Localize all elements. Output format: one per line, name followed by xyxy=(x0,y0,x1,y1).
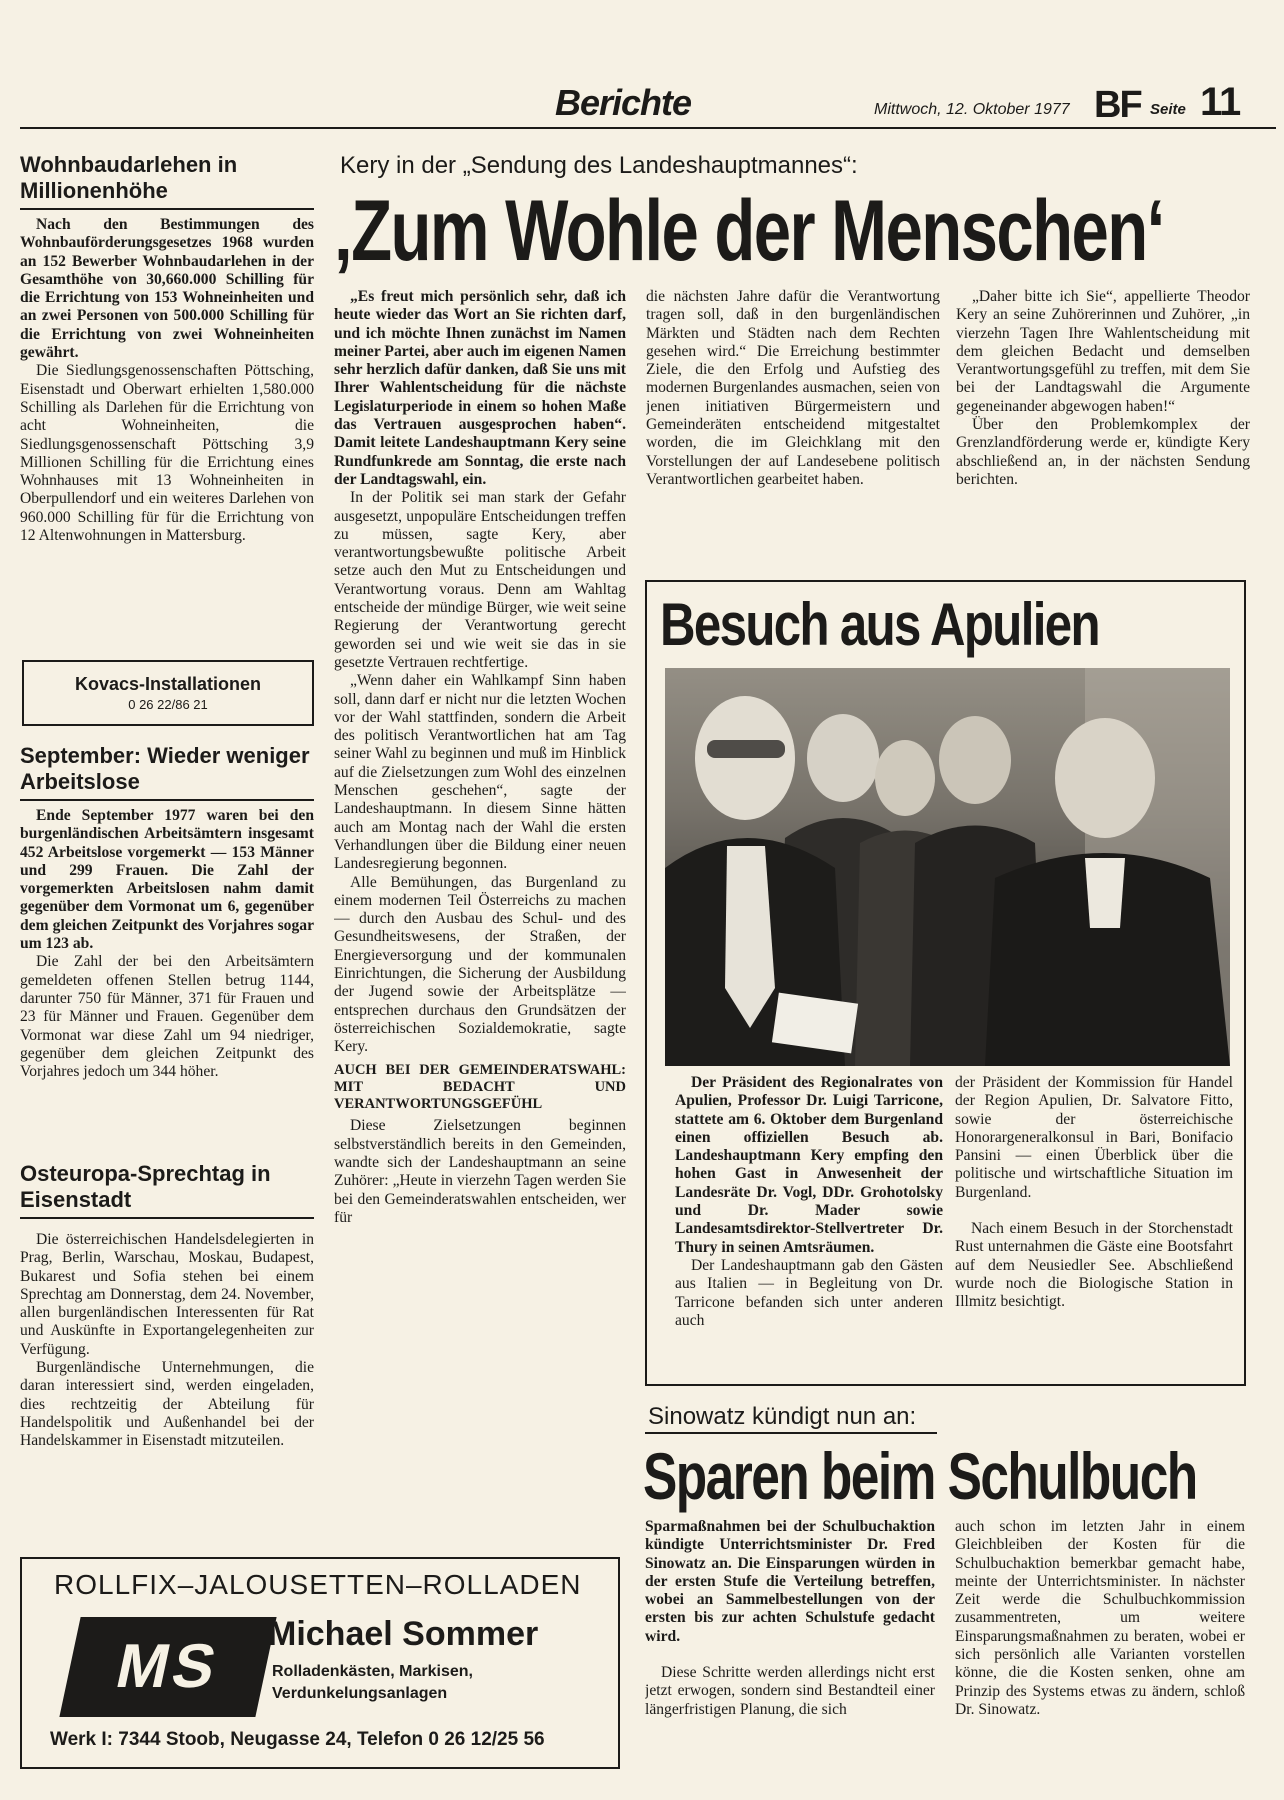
ad-rollfix-logo-text: MS xyxy=(110,1632,226,1701)
school-col-1 xyxy=(645,1518,935,1788)
issue-date: Mittwoch, 12. Oktober 1977 xyxy=(874,101,1070,118)
article-lead: „Es freut mich persönlich sehr, daß ich heute wieder das Wort an Sie richten darf, und ich möchte Ihnen zunächst im Namen meiner Partei, aber auch im eigenen Namen sehr herzlich dafür danken, daß Sie uns mit Ihrer Wahlentscheidung für die nächste Legislaturperiode in einem so hohen Maße das Vertrauen ausgesprochen haben“. Damit leitete Landeshauptmann Kery seine Rundfunkrede am Sonntag, die erste nach der Landtagswahl, ein. xyxy=(334,288,626,488)
main-col-1 xyxy=(334,288,626,1533)
page-label: Seite xyxy=(1150,101,1186,118)
ad-rollfix-title: ROLLFIX–JALOUSETTEN–ROLLADEN xyxy=(54,1569,582,1600)
caption-lead: Der Präsident des Regionalrates von Apulien, Professor Dr. Luigi Tarricone, stattete am 6. Oktober dem Burgenland einen offiziellen Besuch ab. Landeshauptmann Kery empfing den hohen Gast in Anwesenheit der Landesräte Dr. Vogl, DDr. Grohotolsky und Dr. Mader sowie Landesamtsdirektor-Stellvertreter Dr. Thury in seinen Amtsräumen. xyxy=(675,1074,943,1256)
article-paragraph: Diese Zielsetzungen beginnen selbstverständlich bereits in den Gemeinden, wandte sich der Landeshauptmann an seine Zuhörer: „Heute in vierzehn Tagen werden Sie bei den Gemeinderatswahlen entscheiden, wer für xyxy=(334,1117,626,1226)
caption-paragraph: Nach einem Besuch in der Storchenstadt Rust unternahmen die Gäste eine Bootsfahrt auf dem Neusiedler See. Abschließend wurde noch die Biologische Station in Illmitz besichtigt. xyxy=(955,1220,1233,1311)
ad-rollfix-products-2: Verdunkelungsanlagen xyxy=(272,1685,448,1702)
main-col-3 xyxy=(956,288,1250,568)
subheadline: AUCH BEI DER GEMEINDERATSWAHL: MIT BEDACHT UND VERANTWORTUNGSGEFÜHL xyxy=(334,1062,626,1113)
ad-rollfix-products-1: Rolladenkästen, Markisen, xyxy=(272,1663,473,1680)
article-paragraph: „Wenn daher ein Wahlkampf Sinn haben soll, dann darf er nicht nur die letzten Wochen vor der Wahl stattfinden, sondern die Arbeit des politisch Verantwortlichen hat am Tag seiner Wahl zu beginnen und muß im Hinblick auf die Zielsetzungen zum Wohl des einzelnen Menschen geschehen“, sagte der Landeshauptmann. In diesem Sinne hätten auch am Montag nach der Wahl die ersten Verhandlungen über die Bildung einer neuen Landesregierung begonnen. xyxy=(334,672,626,873)
ad-kovacs-name: Kovacs-Installationen xyxy=(74,674,262,694)
headline-osteuropa: Osteuropa-Sprechtag in Eisenstadt xyxy=(20,1161,271,1212)
photo-figures xyxy=(665,668,1230,1066)
left-column xyxy=(20,152,314,646)
headline-wohnbau: Wohnbaudarlehen in Millionenhöhe xyxy=(20,152,238,203)
ad-kovacs-phone: 0 26 22/86 21 xyxy=(128,697,208,712)
article-wohnbau xyxy=(20,216,314,646)
article-paragraph: Diese Schritte werden allerdings nicht erst jetzt erwogen, sondern sind Bestandteil einer längerfristigen Planung, die sich xyxy=(645,1664,935,1718)
paper-logo: BF xyxy=(1094,84,1141,126)
school-kicker: Sinowatz kündigt nun an: xyxy=(648,1403,917,1430)
ad-rollfix-logo xyxy=(59,1617,276,1717)
photo-caption-right xyxy=(955,1074,1233,1374)
headline-rule xyxy=(20,1217,314,1219)
main-headline: ‚Zum Wohle der Menschen‘ xyxy=(334,183,1164,279)
article-paragraph: Die österreichischen Handelsdelegierten in Prag, Berlin, Warschau, Moskau, Budapest, Bukarest und Sofia stehen bei einem Sprechtag am Donnerstag, dem 24. November, allen burgenländischen Interessenten für Rat und Auskünfte in Exportangelegenheiten zur Verfügung. xyxy=(20,1231,314,1358)
ad-rollfix-name: Michael Sommer xyxy=(268,1615,539,1653)
photo-story-headline: Besuch aus Apulien xyxy=(660,591,1099,658)
school-col-2 xyxy=(955,1518,1245,1788)
article-paragraph: Die Siedlungsgenossenschaften Pöttsching, Eisenstadt und Oberwart erhielten 1,580.000 Schilling als Darlehen für die Errichtung von acht Wohneinheiten, die Siedlungsgenossenschaft Pöttsching 3,9 Millionen Schilling für die Errichtung eines Wohnhauses mit 13 Wohneinheiten in Oberpullendorf und ein weiteres Darlehen von 960.000 Schilling für für die Errichtung von 12 Altenwohnungen in Mattersburg. xyxy=(20,362,314,545)
kicker-rule xyxy=(645,1432,937,1434)
ad-kovacs xyxy=(22,660,314,726)
photo-caption-left xyxy=(675,1074,943,1374)
article-lead: Nach den Bestimmungen des Wohnbauförderungsgesetzes 1968 wurden an 152 Bewerber Wohnbaudarlehen in der Gesamthöhe von 30,660.000 Schilling für die Errichtung von 153 Wohneinheiten und an zwei Personen von 500.000 Schilling für die Errichtung von zwei Wohneinheiten gewährt. xyxy=(20,216,314,362)
article-paragraph: Die Zahl der bei den Arbeitsämtern gemeldeten offenen Stellen betrug 1144, darunter 750 für Männer, 371 für Frauen und 23 für Männer und Frauen. Gegenüber dem Vormonat war diese Zahl um 94 niedriger, gegenüber dem gleichen Zeitpunkt des Vorjahres jedoch um 344 höher. xyxy=(20,953,314,1081)
article-paragraph: auch schon im letzten Jahr in einem Gleichbleiben der Kosten für die Schulbuchaktion bemerkbar gemacht habe, meinte der Unterrichtsminister. In nächster Zeit werde die Schulbuchkommission zusammentreten, um weitere Einsparungsmaßnahmen zu beraten, wobei er sich persönlich alle Varianten vorstellen könne, die die Kosten senken, ohne am Prinzip des Systems etwas zu ändern, schloß Dr. Sinowatz. xyxy=(955,1518,1245,1718)
headline-rule xyxy=(20,208,314,210)
ad-rollfix xyxy=(20,1557,620,1769)
press-photo xyxy=(665,668,1230,1066)
caption-paragraph: der Präsident der Kommission für Handel der Region Apulien, Dr. Salvatore Fitto, sowie der österreichische Honorargeneralkonsul in Bari, Bonifacio Pansini — einen Überblick über die politische und wirtschaftliche Situation im Burgenland. xyxy=(955,1074,1233,1201)
article-paragraph: Alle Bemühungen, das Burgenland zu einem modernen Teil Österreichs zu machen — durch den Ausbau des Schul- und des Gesundheitswesens, der Straßen, der Energieversorgung und der kommunalen Einrichtungen, die Sicherung der Ausbildung der Jugend sowie der Arbeitsplätze — entsprechen durchaus den Grundsätzen der österreichischen Sozialdemokratie, sagte Kery. xyxy=(334,873,626,1056)
school-headline: Sparen beim Schulbuch xyxy=(643,1439,1197,1513)
article-arbeitslose xyxy=(20,743,314,1147)
headline-arbeitslose: September: Wieder weniger Arbeitslose xyxy=(20,743,310,794)
section-title: Berichte xyxy=(555,82,692,123)
article-paragraph: In der Politik sei man stark der Gefahr ausgesetzt, unpopuläre Entscheidungen treffen zu müssen, sagte Kery, aber verantwortungsbewußte politische Arbeit setze auch den Mut zu Entscheidungen und Verantwortung voraus. Denn am Wahltag entscheide der mündige Bürger, wie weit seine Regierung der Verantwortung gerecht geworden sei und wie weit sie das in sie gesetzte Vertrauen rechtfertige. xyxy=(334,489,626,671)
main-col-2 xyxy=(646,288,940,568)
article-lead: Sparmaßnahmen bei der Schulbuchaktion kündigte Unterrichtsminister Dr. Fred Sinowatz an. Die Einsparungen würden in der ersten Stufe die Verteilung betreffen, wobei an Sammelbestellungen von der ersten bis zur achten Schulstufe gedacht wird. xyxy=(645,1518,935,1645)
ad-rollfix-address: Werk I: 7344 Stoob, Neugasse 24, Telefon 0 26 12/25 56 xyxy=(50,1729,545,1750)
page-number: 11 xyxy=(1200,80,1241,124)
article-paragraph: Über den Problemkomplex der Grenzlandförderung werde er, kündigte Kery abschließend an, in der nächsten Sendung berichten. xyxy=(956,416,1250,488)
main-kicker: Kery in der „Sendung des Landeshauptmannes“: xyxy=(340,152,858,179)
article-lead: Ende September 1977 waren bei den burgenländischen Arbeitsämtern insgesamt 452 Arbeitslose vorgemerkt — 153 Männer und 299 Frauen. Die Zahl der vorgemerkten Arbeitslosen nahm damit gegenüber dem Vormonat um 6, gegenüber dem gleichen Zeitpunkt des Vorjahres sogar um 123 ab. xyxy=(20,807,314,953)
article-paragraph: die nächsten Jahre dafür die Verantwortung tragen soll, daß in den burgenländischen Märkten und Städten nach dem Rechten gesehen wird.“ Die Erreichung bestimmter Ziele, die den Erfolg und Aufstieg des modernen Burgenlandes ausmachen, seien von jenen initiativen Bürgermeistern und Gemeinderäten entscheidend mitgestaltet worden, die im Gleichklang mit den Vorstellungen der auf Landesebene politisch Verantwortlichen gearbeitet haben. xyxy=(646,288,940,488)
article-paragraph: „Daher bitte ich Sie“, appellierte Theodor Kery an seine Zuhörerinnen und Zuhörer, „in vierzehn Tagen Ihre Wahlentscheidung mit dem gleichen Bedacht und demselben Verantwortungsgefühl zu treffen, mit dem Sie bei der Landtagswahl die Argumente gegeneinander abgewogen haben!“ xyxy=(956,288,1250,415)
headline-rule xyxy=(20,799,314,801)
caption-paragraph: Der Landeshauptmann gab den Gästen aus Italien — in Begleitung von Dr. Tarricone befanden sich unter anderen auch xyxy=(675,1256,943,1329)
article-osteuropa xyxy=(20,1161,314,1561)
article-osteuropa-text xyxy=(20,1231,314,1561)
article-arbeitslose-text xyxy=(20,807,314,1147)
header-rule xyxy=(20,127,1276,129)
article-paragraph: Burgenländische Unternehmungen, die daran interessiert sind, werden eingeladen, dies rechtzeitig der Abteilung für Handelspolitik und Außenhandel bei der Handelskammer in Eisenstadt mitzuteilen. xyxy=(20,1359,314,1450)
